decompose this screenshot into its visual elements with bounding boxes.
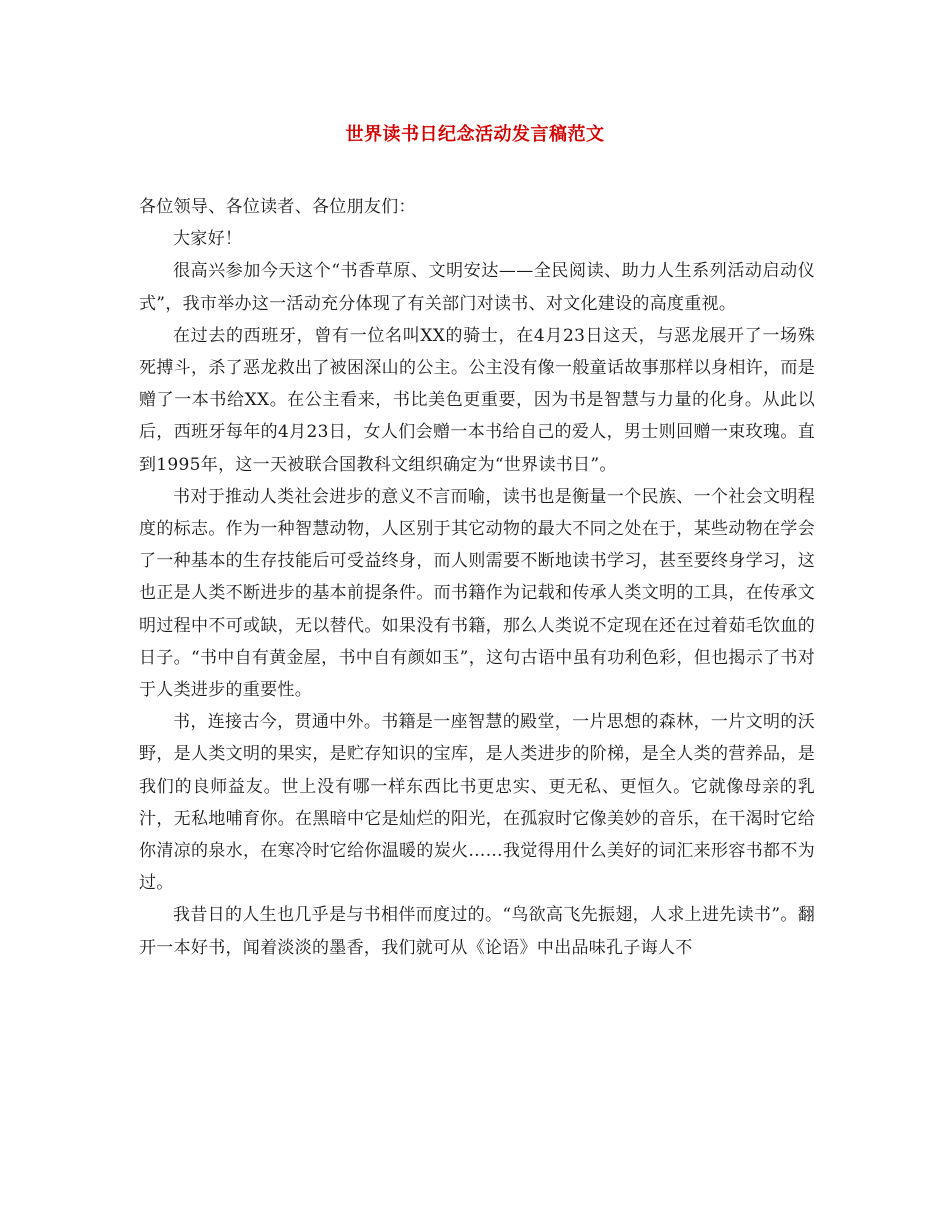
- document-title: 世界读书日纪念活动发言稿范文: [345, 124, 605, 145]
- paragraph-spain-story: 在过去的西班牙，曾有一位名叫XX的骑士，在4月23日这天，与恶龙展开了一场殊死搏斗，杀了恶龙救出了被困深山的公主。公主没有像一般童话故事那样以身相许，而是赠了一本书给XX。在公主看来，书比美色更重要，因为书是智慧与力量的化身。从此以后，西班牙每年的4月23日，女人们会赠一本书给自己的爱人，男士则回赠一束玫瑰。直到1995年，这一天被联合国教科文组织确定为“世界读书日”。: [139, 325, 815, 475]
- document-body: [139, 191, 815, 964]
- paragraph-hello: 大家好！: [173, 229, 243, 250]
- paragraph-book-significance: 书对于推动人类社会进步的意义不言而喻，读书也是衡量一个民族、一个社会文明程度的标志。作为一种智慧动物，人区别于其它动物的最大不同之处在于，某些动物在学会了一种基本的生存技能后可受益终身，而人则需要不断地读书学习，甚至要终身学习，这也正是人类不断进步的基本前提条件。而书籍作为记载和传承人类文明的工具，在传承文明过程中不可或缺，无以替代。如果没有书籍，那么人类说不定现在还在过着茹毛饮血的日子。“书中自有黄金屋，书中自有颜如玉”，这句古语中虽有功利色彩，但也揭示了书对于人类进步的重要性。: [139, 486, 815, 701]
- paragraph-opening: 很高兴参加今天这个“书香草原、文明安达——全民阅读、助力人生系列活动启动仪式”，我市举办这一活动充分体现了有关部门对读书、对文化建设的高度重视。: [139, 261, 815, 314]
- paragraph-book-praise: 书，连接古今，贯通中外。书籍是一座智慧的殿堂，一片思想的森林，一片文明的沃野，是人类文明的果实，是贮存知识的宝库，是人类进步的阶梯，是全人类的营养品，是我们的良师益友。世上没有哪一样东西比书更忠实、更无私、更恒久。它就像母亲的乳汁，无私地哺育你。在黑暗中它是灿烂的阳光，在孤寂时它像美妙的音乐，在干渴时它给你清凉的泉水，在寒冷时它给你温暖的炭火……我觉得用什么美好的词汇来形容书都不为过。: [139, 712, 815, 894]
- greeting-line: 各位领导、各位读者、各位朋友们：: [139, 197, 416, 217]
- paragraph-personal-reading: 我昔日的人生也几乎是与书相伴而度过的。“鸟欲高飞先振翅，人求上进先读书”。翻开一本好书，闻着淡淡的墨香，我们就可从《论语》中出品味孔子诲人不: [139, 905, 815, 958]
